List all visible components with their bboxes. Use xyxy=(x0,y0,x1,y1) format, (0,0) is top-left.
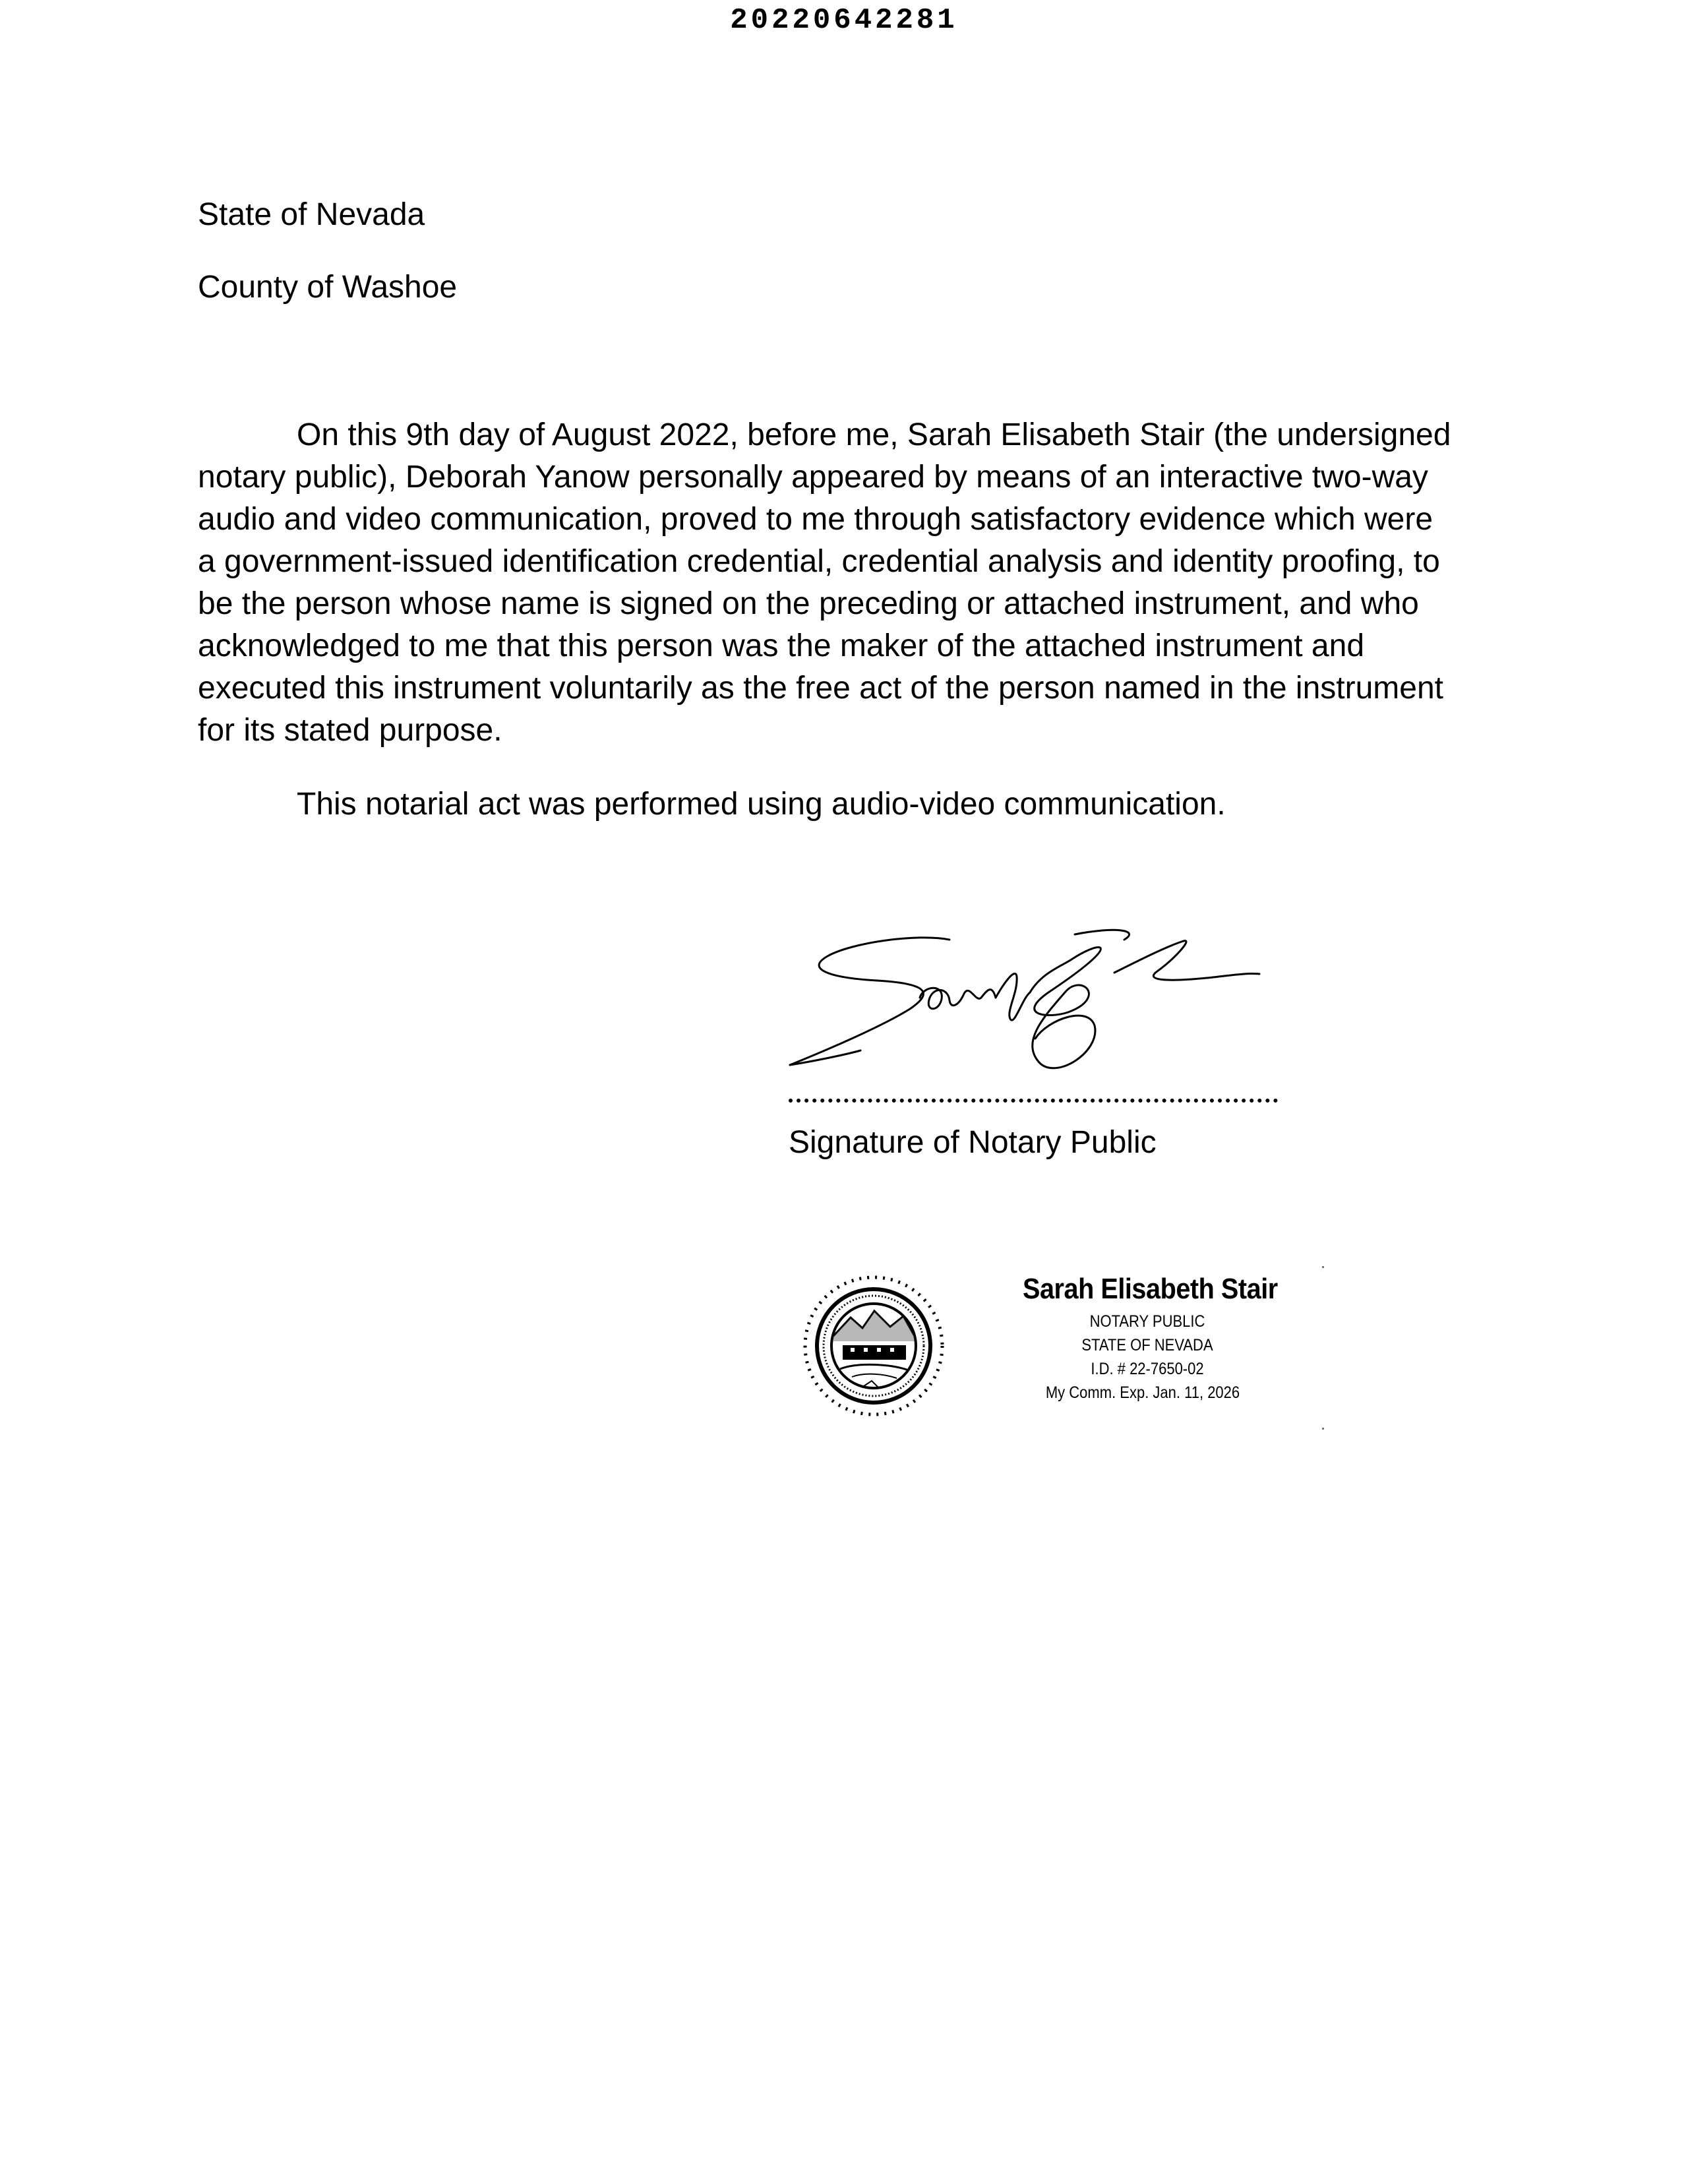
stamp-id: I.D. # 22-7650-02 xyxy=(1091,1360,1204,1378)
notary-stamp xyxy=(1009,1273,1286,1405)
stamp-corner-mark-top xyxy=(1322,1266,1324,1268)
notary-signature xyxy=(771,920,1273,1098)
acknowledgment-paragraph: On this 9th day of August 2022, before me, Sarah Elisabeth Stair (the undersigned notary public), Deborah Yanow personally appeared by means of an interactive two-way audio and video communication, proved to me through satisfactory evidence which were a government-issued identification credential, credential analysis and identity proofing, to be the person whose name is signed on the preceding or attached instrument, and who acknowledged to me that this person was the maker of the attached instrument and executed this instrument voluntarily as the free act of the person named in the instrument for its stated purpose. xyxy=(198,417,1451,748)
signature-caption: Signature of Notary Public xyxy=(789,1125,1157,1160)
document-number: 20220642281 xyxy=(730,4,958,37)
venue-county: County of Washoe xyxy=(198,270,458,305)
notary-seal-emblem xyxy=(791,1263,956,1428)
stamp-corner-mark-bottom xyxy=(1322,1428,1324,1430)
stamp-title: NOTARY PUBLIC xyxy=(1089,1312,1205,1331)
stamp-notary-name: Sarah Elisabeth Stair xyxy=(1023,1273,1278,1305)
stamp-expiration: My Comm. Exp. Jan. 11, 2026 xyxy=(1045,1383,1240,1402)
signature-line xyxy=(789,1099,1278,1103)
stamp-state: STATE OF NEVADA xyxy=(1081,1336,1213,1354)
audio-video-statement: This notarial act was performed using audio-video communication. xyxy=(297,787,1226,822)
venue-state: State of Nevada xyxy=(198,197,425,232)
